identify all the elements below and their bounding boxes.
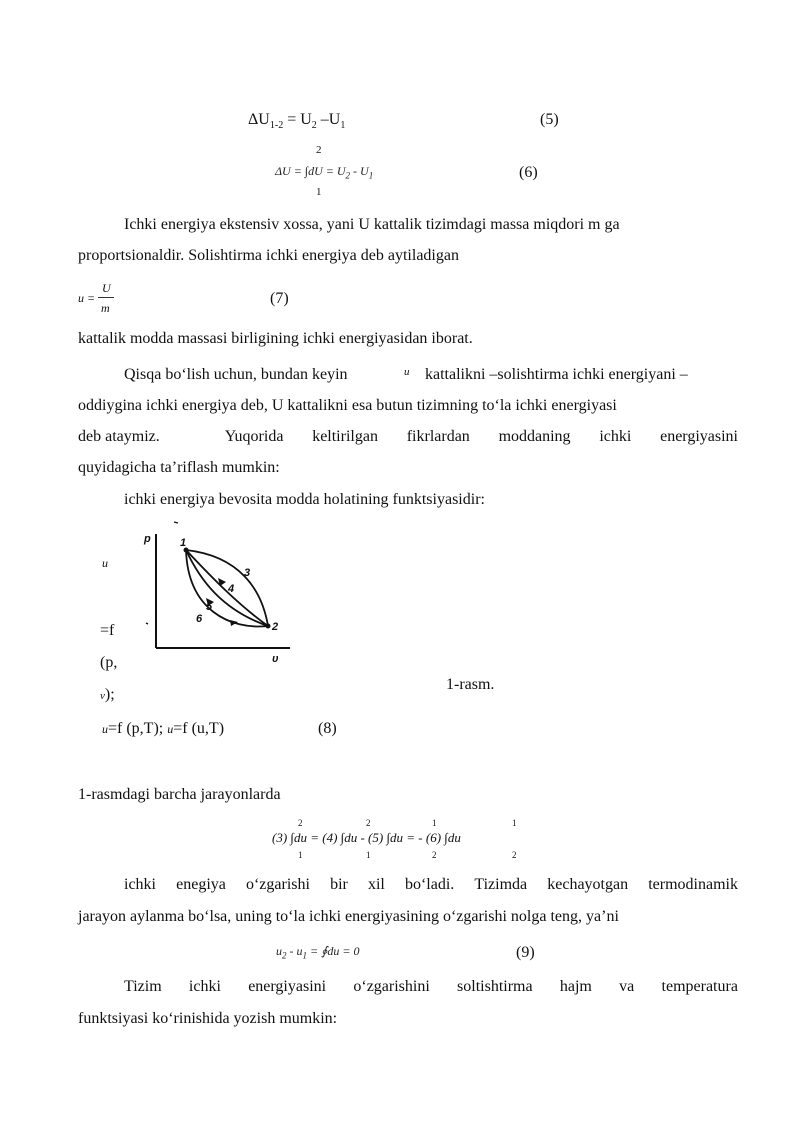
word: deb ataymiz.: [78, 428, 160, 445]
word: bir: [330, 876, 348, 893]
para3-line3: [78, 428, 738, 446]
eq5-minus: –U: [316, 111, 341, 128]
equation-6-number: (6): [519, 164, 538, 181]
eq6-sub2: 2: [345, 170, 351, 181]
word: energiyasini: [660, 428, 738, 445]
side-v: v: [100, 690, 105, 702]
limit: 1: [512, 818, 517, 828]
axis-label-v: υ: [272, 653, 279, 665]
equation-8: [102, 720, 224, 738]
equation-7-number: (7): [270, 290, 289, 307]
axis-label-p: p: [144, 533, 151, 545]
para3-line1b: kattalikni –solishtirma ichki energiyani –: [425, 366, 688, 383]
integral-equation: [272, 818, 552, 862]
word: temperatura: [661, 978, 738, 995]
point-label-2: 2: [272, 621, 279, 633]
word: enegiya: [176, 876, 226, 893]
eq6-sub1: 1: [368, 170, 374, 181]
equation-5-number: (5): [540, 111, 559, 128]
para6-line2: jarayon aylanma bo‘lsa, uning to‘la ichki energiyasining o‘zgarishi nolga teng, ya’ni: [78, 908, 619, 925]
eq5-sub1: 1: [340, 120, 346, 132]
side-u: u: [102, 556, 108, 570]
eq9-s2: 2: [282, 950, 287, 961]
eq7-numerator: U: [102, 281, 111, 295]
eq8-u1: u: [102, 722, 108, 736]
eq8-u2: u: [167, 722, 174, 736]
tick-mark: [174, 522, 178, 523]
para7-line2: funktsiyasi ko‘rinishida yozish mumkin:: [78, 1010, 338, 1027]
eq5-eq: = U: [283, 111, 312, 128]
word: o‘zgarishini: [353, 978, 430, 995]
tick-mark: [146, 623, 148, 624]
word: kechayotgan: [547, 876, 629, 893]
eq5-sub2: 2: [311, 120, 317, 132]
limit: 1: [366, 850, 371, 860]
curve-label-6: 6: [196, 613, 203, 625]
word: ichki: [124, 876, 156, 893]
para7-line1: [124, 978, 738, 996]
word: o‘zgarishi: [245, 876, 310, 893]
curve-label-4: 4: [228, 583, 235, 595]
para3-line2: oddiygina ichki energiya deb, U kattalikni esa butun tizimning to‘la ichki energiyasi: [78, 397, 617, 414]
eq5-sub12: 1-2: [269, 120, 284, 132]
word: xil: [367, 876, 385, 893]
curve-label-3: 3: [244, 567, 251, 579]
eq5-delta: Δ: [248, 111, 259, 128]
word: Yuqorida: [224, 428, 284, 445]
word: bo‘ladi.: [404, 876, 455, 893]
eq8-part1: =f (p,T);: [108, 720, 164, 737]
word: hajm: [559, 978, 592, 995]
eq9-u2: u: [276, 944, 282, 958]
limit: 2: [298, 818, 303, 828]
eq6-body: ΔU = ∫dU = U: [275, 164, 346, 178]
word: va: [619, 978, 635, 995]
word: termodinamik: [648, 876, 738, 893]
word: energiyasini: [248, 978, 327, 995]
equation-8-number: (8): [318, 720, 337, 737]
eq6-upper-limit: 2: [316, 144, 322, 156]
equation-6: [275, 164, 373, 180]
para5-line: 1-rasmdagi barcha jarayonlarda: [78, 786, 281, 803]
word: soltishtirma: [457, 978, 533, 995]
side-close: );: [104, 686, 115, 703]
eq5-u: U: [258, 111, 270, 128]
point-label-1: 1: [180, 537, 187, 549]
limit: 1: [432, 818, 437, 828]
equation-9: [276, 944, 359, 960]
word: ichki: [188, 978, 221, 995]
para6-line1: [124, 876, 738, 894]
limit: 2: [366, 818, 371, 828]
curve-label-5: 5: [206, 601, 213, 613]
word: fikrlardan: [406, 428, 470, 445]
para1-line1: Ichki energiya ekstensiv xossa, yani U kattalik tizimdagi massa miqdori m ga: [124, 216, 620, 233]
point-2: [266, 624, 271, 629]
integral-body: (3) ∫du = (4) ∫du - (5) ∫du = - (6) ∫du: [272, 830, 461, 845]
word: Tizim: [124, 978, 162, 995]
figure-caption: 1-rasm.: [446, 676, 495, 693]
para3-line4: quyidagicha ta’riflash mumkin:: [78, 459, 280, 476]
limit: 1: [298, 850, 303, 860]
side-v-line: [100, 686, 115, 704]
para4-line: ichki energiya bevosita modda holatining funktsiyasidir:: [124, 491, 485, 508]
side-eqf: =f: [100, 622, 115, 639]
eq7-lhs: u =: [78, 291, 96, 305]
para1-line2: proportsionaldir. Solishtirma ichki energiya deb aytiladigan: [78, 247, 459, 264]
equation-9-number: (9): [516, 944, 535, 961]
eq9-s1: 1: [302, 950, 307, 961]
word: moddaning: [498, 428, 571, 445]
para3-u-symbol: u: [404, 366, 410, 378]
para3-line1a: Qisqa bo‘lish uchun, bundan keyin: [124, 366, 348, 383]
para2-line: kattalik modda massasi birligining ichki energiyasidan iborat.: [78, 330, 473, 347]
word: keltirilgan: [312, 428, 378, 445]
eq6-mid: - U: [350, 164, 369, 178]
word: ichki: [599, 428, 632, 445]
eq7-denominator: m: [101, 301, 110, 315]
equation-5: [248, 111, 345, 131]
limit: 2: [432, 850, 437, 860]
side-p: (p,: [100, 654, 118, 671]
eq6-lower-limit: 1: [316, 186, 322, 198]
pv-diagram: [140, 520, 300, 665]
eq7-fraction-bar: [98, 297, 114, 298]
limit: 2: [512, 850, 517, 860]
word: Tizimda: [474, 876, 528, 893]
eq8-part2: =f (u,T): [173, 720, 225, 737]
eq9-mid: - u: [286, 944, 303, 958]
eq9-rest: = ∮du = 0: [307, 944, 360, 958]
